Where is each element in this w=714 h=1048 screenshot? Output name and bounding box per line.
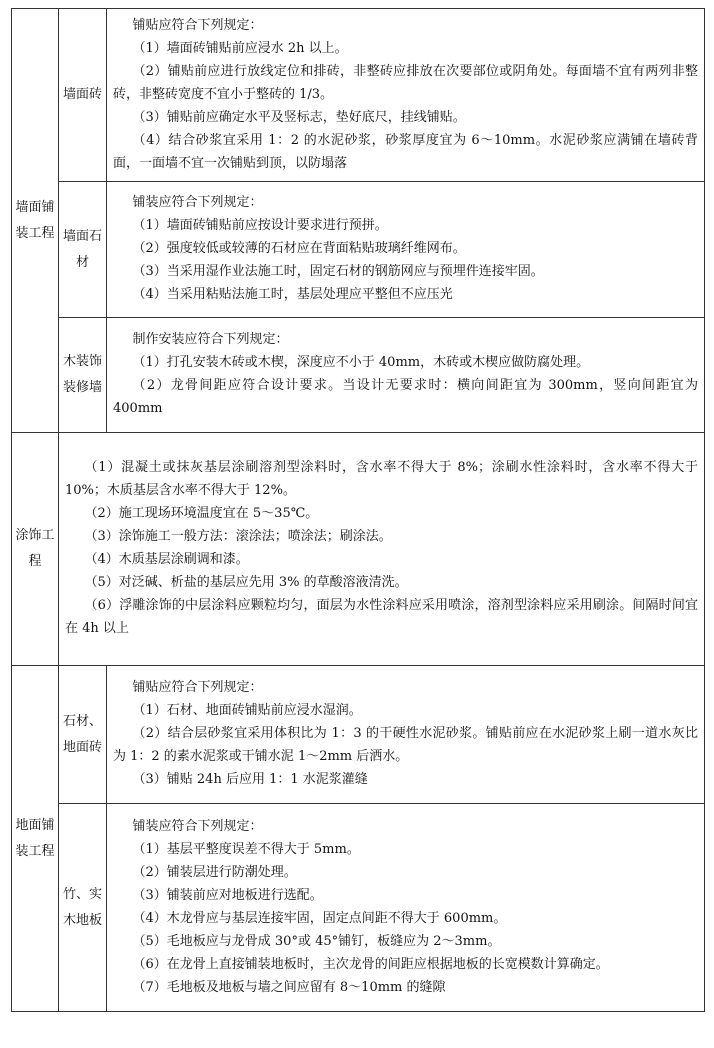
list-item: （1）石材、地面砖铺贴前应浸水湿润。 xyxy=(132,703,362,718)
list-item: （5）对泛碱、析盐的基层应先用 3% 的草酸溶液清洗。 xyxy=(84,575,408,590)
subcategory-cell-floor-wood: 竹、实木地板 xyxy=(59,804,107,1012)
subcategory-cell-wall-stone: 墙面石材 xyxy=(59,182,107,318)
subcategory-cell-wall-tile: 墙面砖 xyxy=(59,9,107,182)
content-cell-wall-tile xyxy=(107,9,705,182)
list-item: （2）强度较低或较薄的石材应在背面粘贴玻璃纤维网布。 xyxy=(132,241,466,256)
list-item: （3）铺装前应对地板进行选配。 xyxy=(132,887,323,903)
table-row xyxy=(12,804,705,1012)
list-item: （4）当采用粘贴法施工时，基层处理应平整但不应压光 xyxy=(132,287,453,302)
list-item: （6）浮雕涂饰的中层涂料应颗粒均匀，面层为水性涂料应采用喷涂，溶剂型涂料应采用刷涂。间隔时间宜在 4h 以上 xyxy=(65,598,698,636)
list-item: （1）墙面砖铺贴前应浸水 2h 以上。 xyxy=(132,40,348,56)
list-item: （4）木龙骨应与基层连接牢固，固定点间距不得大于 600mm。 xyxy=(132,910,507,926)
category-cell-floor: 地面铺装工程 xyxy=(12,666,59,1012)
list-item: （3）铺贴 24h 后应用 1：1 水泥浆灌缝 xyxy=(132,772,368,787)
list-item: （3）当采用湿作业法施工时，固定石材的钢筋网应与预埋件连接牢固。 xyxy=(132,264,544,279)
spec-document xyxy=(11,8,705,1012)
table-row xyxy=(12,666,705,804)
list-item: （3）铺贴前应确定水平及竖标志，垫好底尺，挂线铺贴。 xyxy=(132,109,466,125)
section-heading: 铺贴应符合下列规定： xyxy=(132,680,263,695)
table-row xyxy=(12,9,705,182)
subcategory-cell-wall-wood: 木装饰装修墙 xyxy=(59,318,107,433)
content-cell-wall-stone xyxy=(107,182,705,318)
section-heading: 铺装应符合下列规定： xyxy=(132,195,263,210)
content-cell-floor-wood xyxy=(107,804,705,1012)
table-row xyxy=(12,318,705,433)
content-cell-floor-stone xyxy=(107,666,705,804)
table-row xyxy=(12,433,705,666)
list-item: （4）结合砂浆宜采用 1：2 的水泥砂浆，砂浆厚度宜为 6～10mm。水泥砂浆应满铺在墙砖背面，一面墙不宜一次铺贴到顶，以防塌落 xyxy=(113,132,698,171)
list-item: （6）在龙骨上直接铺装地板时，主次龙骨的间距应根据地板的长宽模数计算确定。 xyxy=(132,956,609,972)
list-item: （2）铺贴前应进行放线定位和排砖，非整砖应排放在次要部位或阴角处。每面墙不宜有两列非整砖，非整砖宽度不宜小于整砖的 1/3。 xyxy=(113,63,698,102)
category-cell-coating: 涂饰工程 xyxy=(12,433,59,666)
list-item: （2）龙骨间距应符合设计要求。当设计无要求时：横向间距宜为 300mm，竖向间距宜为 400mm xyxy=(113,378,698,416)
list-item: （1）打孔安装木砖或木楔，深度应不小于 40mm，木砖或木楔应做防腐处理。 xyxy=(132,355,590,370)
list-item: （2）施工现场环境温度宜在 5～35℃。 xyxy=(84,506,319,521)
category-cell-wall: 墙面铺装工程 xyxy=(12,9,59,433)
table-row xyxy=(12,182,705,318)
list-item: （4）木质基层涂刷调和漆。 xyxy=(84,552,249,567)
section-heading: 制作安装应符合下列规定： xyxy=(132,332,289,347)
list-item: （3）涂饰施工一般方法：滚涂法；喷涂法；刷涂法。 xyxy=(84,529,392,544)
list-item: （2）结合层砂浆宜采用体积比为 1：3 的干硬性水泥砂浆。铺贴前应在水泥砂浆上刷一道水灰比为 1：2 的素水泥浆或干铺水泥 1～2mm 后洒水。 xyxy=(113,726,698,764)
list-item: （2）铺装层进行防潮处理。 xyxy=(132,864,297,880)
list-item: （1）混凝土或抹灰基层涂刷溶剂型涂料时，含水率不得大于 8%；涂刷水性涂料时，含水率不得大于 10%；木质基层含水率不得大于 12%。 xyxy=(65,460,698,498)
list-item: （7）毛地板及地板与墙之间应留有 8～10mm 的缝隙 xyxy=(132,979,446,995)
section-heading: 铺装应符合下列规定： xyxy=(132,818,263,834)
construction-spec-table xyxy=(11,8,705,1012)
list-item: （1）墙面砖铺贴前应按设计要求进行预拼。 xyxy=(132,218,388,233)
section-heading: 铺贴应符合下列规定： xyxy=(132,17,263,33)
subcategory-cell-floor-stone: 石材、地面砖 xyxy=(59,666,107,804)
content-cell-wall-wood xyxy=(107,318,705,433)
list-item: （5）毛地板应与龙骨成 30°或 45°铺钉，板缝应为 2～3mm。 xyxy=(132,933,501,949)
content-cell-coating xyxy=(59,433,705,666)
list-item: （1）基层平整度误差不得大于 5mm。 xyxy=(132,841,360,857)
